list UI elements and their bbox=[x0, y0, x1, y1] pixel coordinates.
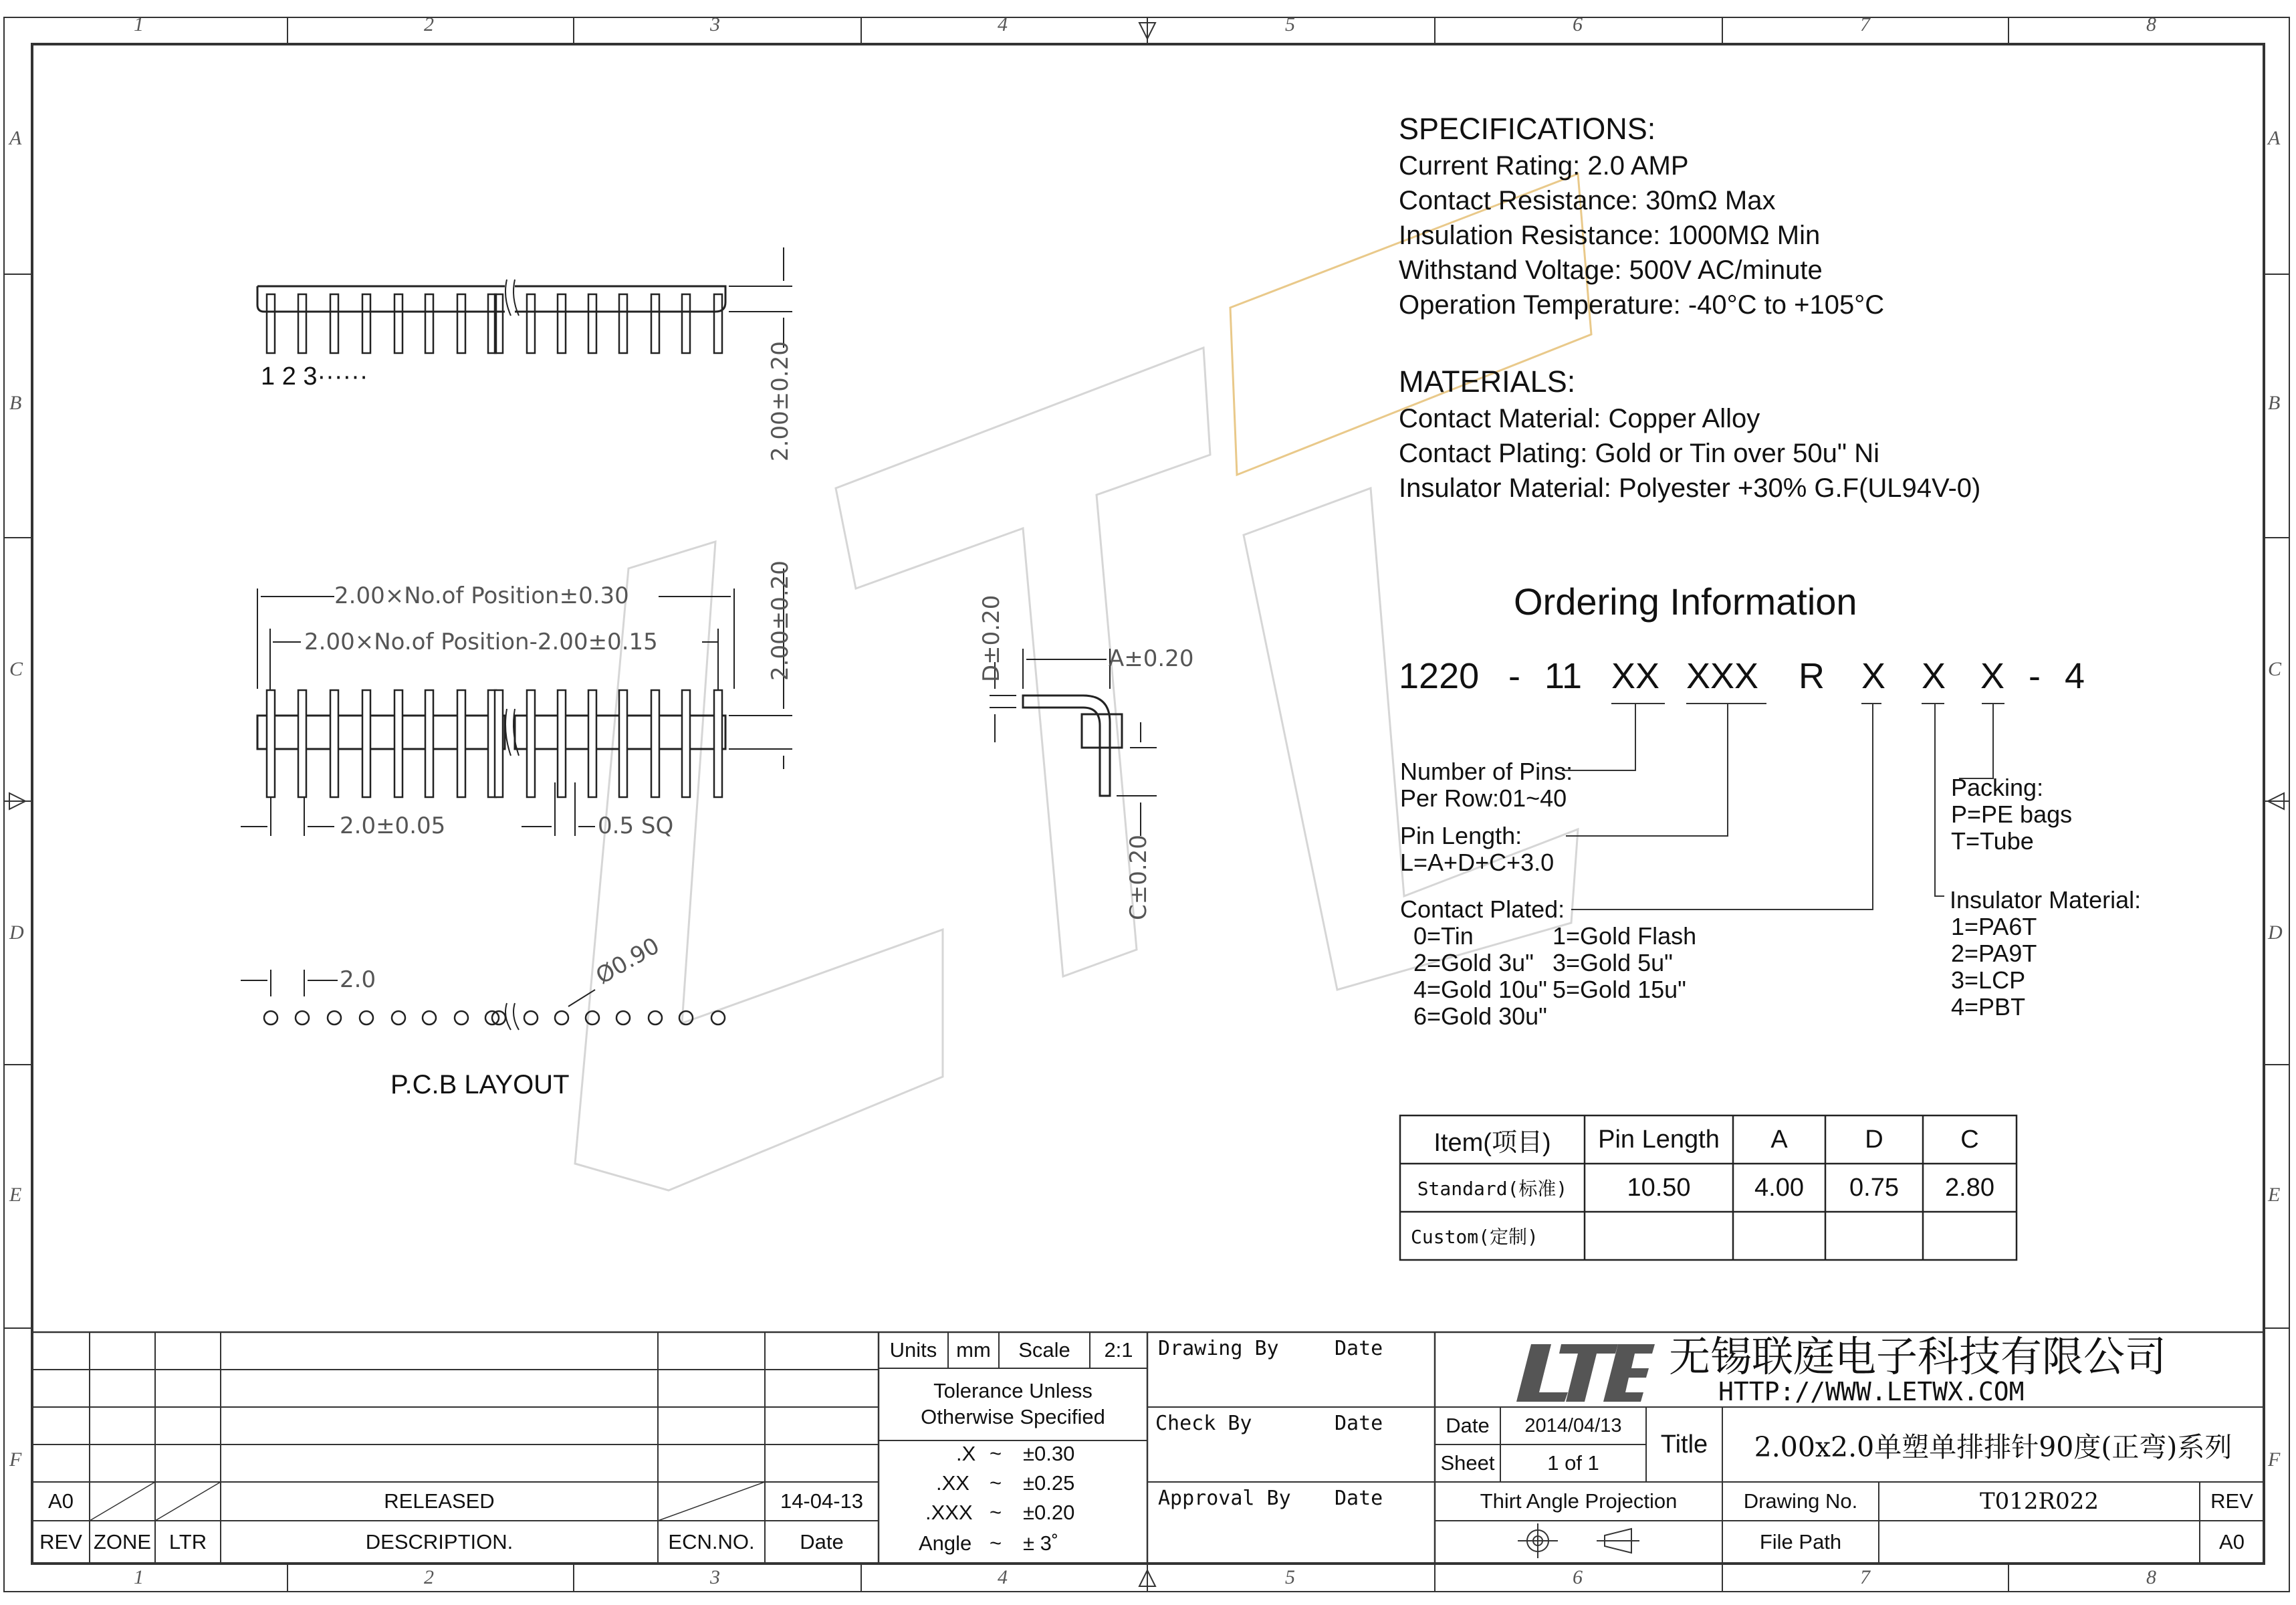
table-cell: Standard(标准) bbox=[1417, 1178, 1568, 1200]
plated-option: 2=Gold 3u" bbox=[1413, 949, 1534, 976]
rev-date: 14-04-13 bbox=[780, 1489, 864, 1513]
top-view-pin bbox=[457, 294, 465, 353]
front-view-pins bbox=[267, 690, 722, 797]
pcb-hole bbox=[616, 1011, 630, 1025]
tolerance-key: .XXX bbox=[925, 1501, 973, 1524]
top-view-pin bbox=[619, 294, 627, 353]
pcb-layout-title: P.C.B LAYOUT bbox=[390, 1070, 570, 1099]
zone-col-6-top: 6 bbox=[1573, 13, 1583, 35]
side-d-dim: D±0.20 bbox=[978, 595, 1005, 682]
date-label: Date bbox=[1446, 1414, 1490, 1437]
top-view-pin bbox=[362, 294, 370, 353]
zone-col-7-top: 7 bbox=[1860, 13, 1870, 35]
zone-row-d-left: D bbox=[9, 922, 24, 944]
zone-row-e-right: E bbox=[2268, 1184, 2281, 1206]
order-code-part: X bbox=[1861, 656, 1886, 696]
front-view-pin bbox=[527, 690, 535, 797]
order-code-part: R bbox=[1799, 656, 1825, 696]
top-view-pin bbox=[588, 294, 596, 353]
front-view-pin bbox=[682, 690, 690, 797]
table-cell: 0.75 bbox=[1849, 1173, 1899, 1202]
pin-sq-dim: 0.5 SQ bbox=[598, 813, 674, 839]
order-code-part: 11 bbox=[1544, 656, 1583, 696]
zone-col-8-bottom: 8 bbox=[2146, 1566, 2156, 1588]
pcb-hole bbox=[296, 1011, 309, 1025]
file-path-label: File Path bbox=[1759, 1530, 1842, 1554]
drawing-no-label: Drawing No. bbox=[1743, 1489, 1858, 1513]
top-view-pin bbox=[558, 294, 566, 353]
zone-row-a-left: A bbox=[9, 127, 22, 149]
front-view-pin bbox=[457, 690, 465, 797]
length-value: L=A+D+C+3.0 bbox=[1400, 849, 1555, 876]
pin-numbers: 1 2 3······ bbox=[261, 362, 368, 391]
check-by-label: Check By bbox=[1155, 1412, 1252, 1435]
length-outer-dim: 2.00×No.of Position±0.30 bbox=[334, 582, 629, 609]
front-view-pin bbox=[267, 690, 275, 797]
pcb-hole bbox=[423, 1011, 436, 1025]
zone-row-e-left: E bbox=[9, 1184, 22, 1206]
insulator-option: 3=LCP bbox=[1951, 966, 2026, 994]
lte-logo bbox=[1516, 1344, 1655, 1402]
tolerance-key: .XX bbox=[936, 1471, 969, 1495]
pcb-holes bbox=[264, 1011, 725, 1025]
tolerance-tilde: ~ bbox=[990, 1471, 1002, 1495]
top-view-pin bbox=[714, 294, 722, 353]
front-view-pin bbox=[298, 690, 306, 797]
top-view-pin bbox=[425, 294, 433, 353]
rev-description: RELEASED bbox=[384, 1489, 495, 1513]
plated-label: Contact Plated: bbox=[1400, 895, 1565, 923]
zone-col-2-top: 2 bbox=[424, 13, 434, 35]
zone-col-1-bottom: 1 bbox=[134, 1566, 144, 1588]
top-view-pin bbox=[527, 294, 535, 353]
pcb-hole bbox=[328, 1011, 341, 1025]
zone-col-5-bottom: 5 bbox=[1285, 1566, 1295, 1588]
order-code-part: - bbox=[2029, 656, 2041, 696]
insulator-option: 2=PA9T bbox=[1951, 940, 2037, 967]
rev-header: LTR bbox=[168, 1530, 207, 1554]
top-view-pin bbox=[394, 294, 403, 353]
length-label: Pin Length: bbox=[1400, 822, 1522, 849]
zone-col-4-top: 4 bbox=[998, 13, 1008, 35]
zone-col-3-top: 3 bbox=[710, 13, 720, 35]
insulator-option: 1=PA6T bbox=[1951, 913, 2037, 940]
spec-item: Current Rating: 2.0 AMP bbox=[1399, 151, 1689, 181]
zone-col-2-bottom: 2 bbox=[424, 1566, 434, 1588]
tolerance-value: ±0.30 bbox=[1023, 1442, 1075, 1465]
order-code-part: X bbox=[1980, 656, 2005, 696]
rev-header: ZONE bbox=[93, 1530, 152, 1554]
approval-date-label: Date bbox=[1335, 1487, 1383, 1510]
plated-option: 1=Gold Flash bbox=[1553, 922, 1697, 950]
pcb-hole bbox=[264, 1011, 277, 1025]
units-label: Units bbox=[889, 1338, 937, 1362]
drawing-by-label: Drawing By bbox=[1158, 1337, 1279, 1360]
rev-label: REV bbox=[2210, 1489, 2253, 1513]
material-item: Insulator Material: Polyester +30% G.F(UL94V-0) bbox=[1399, 473, 1981, 503]
scale-label: Scale bbox=[1018, 1338, 1070, 1362]
rev-header: REV bbox=[39, 1530, 82, 1554]
tolerance-value: ±0.20 bbox=[1023, 1501, 1075, 1524]
pcb-hole bbox=[392, 1011, 405, 1025]
pcb-pitch-dim: 2.0 bbox=[340, 966, 376, 993]
rev-value: A0 bbox=[48, 1489, 74, 1513]
drawing-date-label: Date bbox=[1335, 1337, 1383, 1360]
table-cell: 10.50 bbox=[1627, 1173, 1691, 1202]
tolerance-key: .X bbox=[956, 1442, 976, 1465]
rev-value-title: A0 bbox=[2219, 1530, 2245, 1554]
tolerance-value: ±0.25 bbox=[1023, 1471, 1075, 1495]
pins-value: Per Row:01~40 bbox=[1400, 784, 1567, 812]
check-date-label: Date bbox=[1335, 1412, 1383, 1435]
length-inner-dim: 2.00×No.of Position-2.00±0.15 bbox=[304, 629, 658, 655]
front-view-pin bbox=[714, 690, 722, 797]
zone-col-3-bottom: 3 bbox=[710, 1566, 720, 1588]
table-header: Item(项目) bbox=[1433, 1128, 1551, 1157]
packing-label: Packing: bbox=[1951, 774, 2044, 801]
tolerance-value: ± 3˚ bbox=[1023, 1531, 1059, 1555]
rev-header: Date bbox=[800, 1530, 844, 1554]
scale-value: 2:1 bbox=[1104, 1338, 1133, 1362]
zone-row-b-left: B bbox=[9, 392, 22, 414]
pcb-hole-dim: Ø0.90 bbox=[591, 932, 665, 990]
plated-option: 3=Gold 5u" bbox=[1553, 949, 1673, 976]
zone-col-8-top: 8 bbox=[2146, 13, 2156, 35]
packing-option: T=Tube bbox=[1951, 827, 2034, 855]
table-header: D bbox=[1865, 1125, 1883, 1154]
table-cell: 4.00 bbox=[1754, 1173, 1804, 1202]
sheet-value: 1 of 1 bbox=[1547, 1451, 1599, 1475]
front-view-pin bbox=[362, 690, 370, 797]
order-code-part: 1220 bbox=[1399, 656, 1480, 696]
pcb-hole bbox=[649, 1011, 662, 1025]
specifications-heading: SPECIFICATIONS: bbox=[1399, 112, 1656, 146]
spec-item: Operation Temperature: -40°C to +105°C bbox=[1399, 290, 1885, 320]
top-view-pin bbox=[682, 294, 690, 353]
tolerance-title: Tolerance Unless Otherwise Specified bbox=[921, 1379, 1105, 1428]
height-top-dim: 2.00±0.20 bbox=[767, 341, 794, 461]
plated-option: 4=Gold 10u" bbox=[1413, 976, 1547, 1003]
spec-item: Insulation Resistance: 1000MΩ Min bbox=[1399, 221, 1821, 250]
front-view-pin bbox=[588, 690, 596, 797]
zone-row-a-right: A bbox=[2268, 127, 2281, 149]
projection-label: Thirt Angle Projection bbox=[1480, 1489, 1678, 1513]
front-view-pin bbox=[425, 690, 433, 797]
pcb-hole bbox=[360, 1011, 373, 1025]
top-view-pin bbox=[651, 294, 659, 353]
zone-row-f-right: F bbox=[2268, 1449, 2281, 1471]
zone-row-c-right: C bbox=[2268, 658, 2282, 680]
pcb-hole bbox=[524, 1011, 538, 1025]
front-view-pin bbox=[651, 690, 659, 797]
front-view-pin bbox=[495, 690, 503, 797]
table-header: C bbox=[1960, 1125, 1979, 1154]
order-code-part: XXX bbox=[1686, 656, 1759, 696]
drawing-title: 2.00x2.0单塑单排排针90度(正弯)系列 bbox=[1754, 1430, 2232, 1463]
approval-by-label: Approval By bbox=[1158, 1487, 1291, 1510]
height-mid-dim: 2.00±0.20 bbox=[767, 560, 794, 681]
zone-col-5-top: 5 bbox=[1285, 13, 1295, 35]
zone-col-1-top: 1 bbox=[134, 13, 144, 35]
order-code-part: X bbox=[1922, 656, 1946, 696]
company-name: 无锡联庭电子科技有限公司 bbox=[1669, 1332, 2167, 1381]
pcb-hole bbox=[555, 1011, 568, 1025]
front-view-pin bbox=[330, 690, 338, 797]
front-view-pin bbox=[558, 690, 566, 797]
zone-row-b-right: B bbox=[2268, 392, 2281, 414]
order-code-part: XX bbox=[1611, 656, 1660, 696]
drawing-no-value: T012R022 bbox=[1979, 1488, 2099, 1515]
order-code-part: 4 bbox=[2065, 656, 2085, 696]
plated-option: 5=Gold 15u" bbox=[1553, 976, 1686, 1003]
material-item: Contact Plating: Gold or Tin over 50u" Ni bbox=[1399, 439, 1880, 468]
front-view-pin bbox=[619, 690, 627, 797]
date-value: 2014/04/13 bbox=[1524, 1414, 1622, 1436]
table-header: A bbox=[1770, 1125, 1788, 1154]
plated-option: 6=Gold 30u" bbox=[1413, 1002, 1547, 1030]
front-view-pin bbox=[394, 690, 403, 797]
zone-col-7-bottom: 7 bbox=[1860, 1566, 1870, 1588]
pins-label: Number of Pins: bbox=[1400, 758, 1573, 785]
top-view-pin bbox=[330, 294, 338, 353]
top-view-pin bbox=[298, 294, 306, 353]
zone-row-c-left: C bbox=[9, 658, 23, 680]
material-item: Contact Material: Copper Alloy bbox=[1399, 404, 1760, 433]
plated-option: 0=Tin bbox=[1413, 922, 1474, 950]
order-code-part: - bbox=[1508, 656, 1520, 696]
sheet-label: Sheet bbox=[1440, 1451, 1495, 1475]
zone-row-d-right: D bbox=[2268, 922, 2283, 944]
rev-header: ECN.NO. bbox=[668, 1530, 755, 1554]
insulator-option: 4=PBT bbox=[1951, 993, 2026, 1021]
table-cell: Custom(定制) bbox=[1411, 1226, 1538, 1248]
pcb-hole bbox=[711, 1011, 725, 1025]
top-view-pin bbox=[267, 294, 275, 353]
zone-row-f-left: F bbox=[9, 1449, 22, 1471]
materials-heading: MATERIALS: bbox=[1399, 364, 1576, 399]
tolerance-tilde: ~ bbox=[990, 1442, 1002, 1465]
tolerance-tilde: ~ bbox=[990, 1531, 1002, 1555]
packing-option: P=PE bags bbox=[1951, 800, 2073, 828]
insulator-label: Insulator Material: bbox=[1950, 886, 2142, 914]
spec-item: Withstand Voltage: 500V AC/minute bbox=[1399, 255, 1823, 285]
table-cell: 2.80 bbox=[1945, 1173, 1994, 1202]
zone-col-4-bottom: 4 bbox=[998, 1566, 1008, 1588]
ordering-title: Ordering Information bbox=[1514, 580, 1857, 623]
side-c-dim: C±0.20 bbox=[1125, 835, 1152, 920]
top-view-pins bbox=[267, 294, 722, 353]
side-a-dim: A±0.20 bbox=[1109, 645, 1194, 672]
table-header: Pin Length bbox=[1598, 1125, 1720, 1154]
spec-item: Contact Resistance: 30mΩ Max bbox=[1399, 186, 1776, 215]
tolerance-key: Angle bbox=[919, 1531, 972, 1555]
zone-col-6-bottom: 6 bbox=[1573, 1566, 1583, 1588]
rev-header: DESCRIPTION. bbox=[365, 1530, 513, 1554]
tolerance-tilde: ~ bbox=[990, 1501, 1002, 1524]
title-label: Title bbox=[1660, 1430, 1708, 1459]
company-website: HTTP://WWW.LETWX.COM bbox=[1718, 1377, 2025, 1406]
units-value: mm bbox=[956, 1338, 991, 1362]
pcb-hole bbox=[455, 1011, 468, 1025]
pitch-dim: 2.0±0.05 bbox=[340, 813, 446, 839]
